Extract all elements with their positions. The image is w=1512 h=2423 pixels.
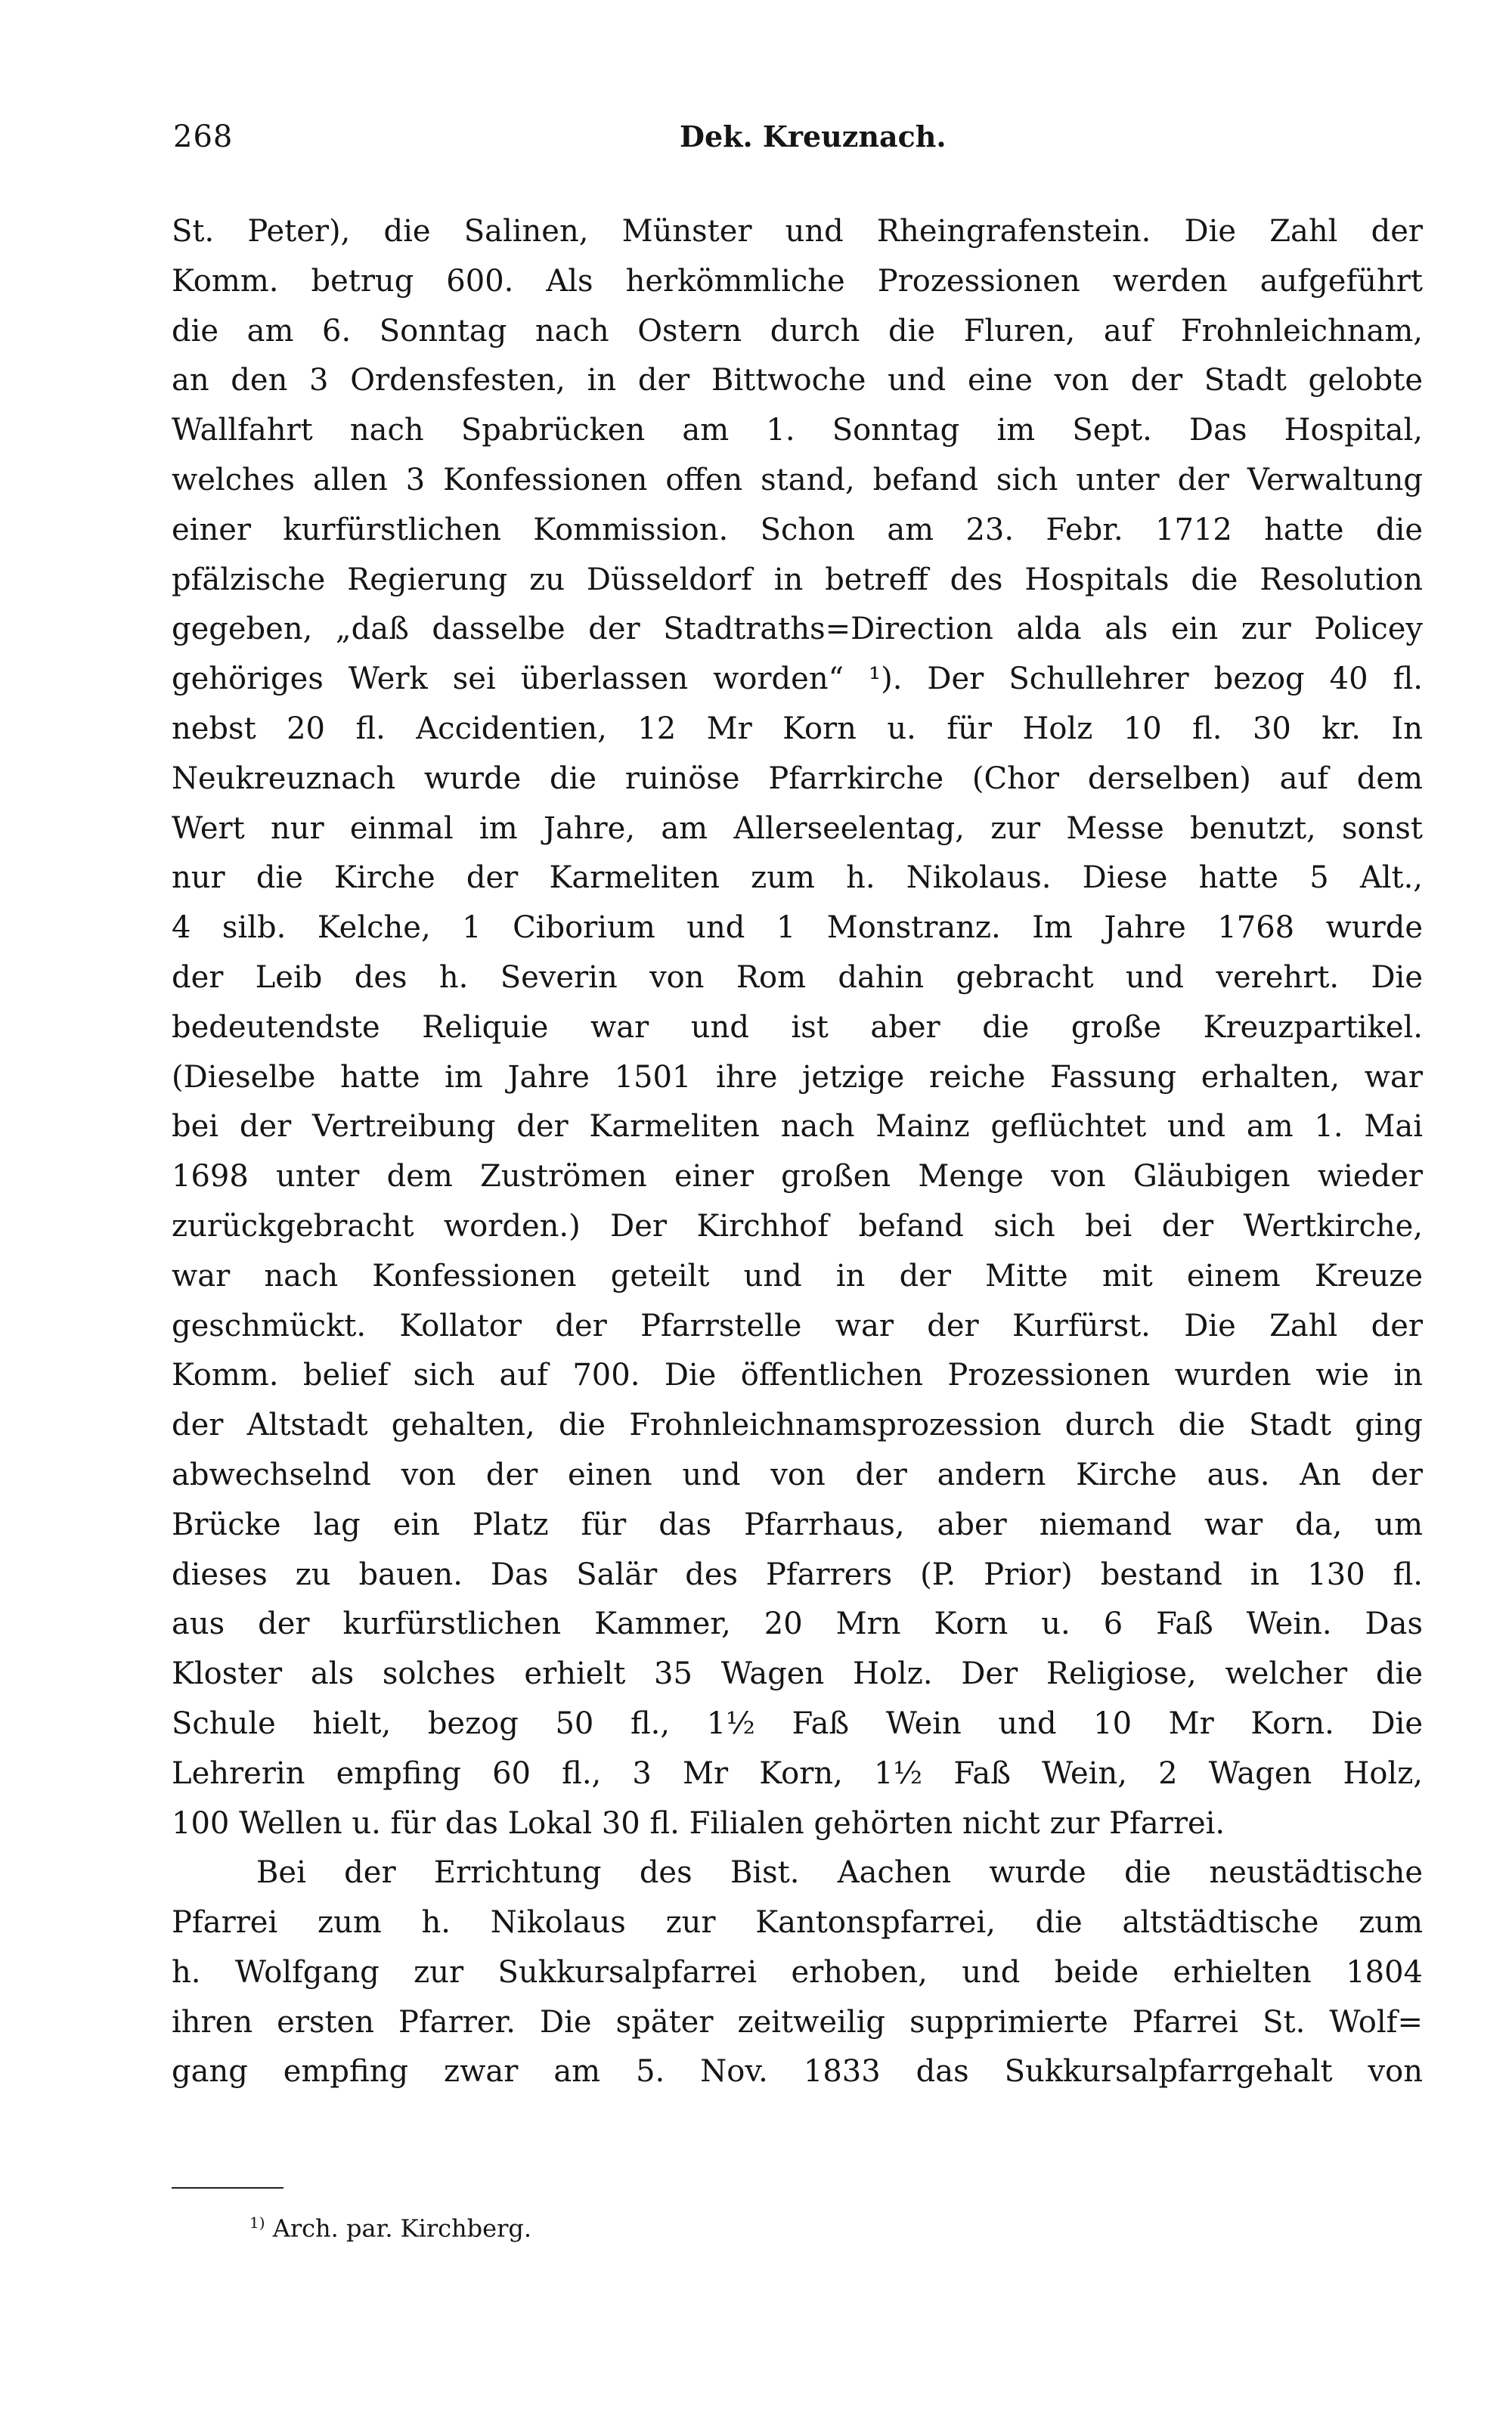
text-line: Kloster als solches erhielt 35 Wagen Holz. Der Religiose, welcher die [172, 1656, 1423, 1692]
text-line: zurückgebracht worden.) Der Kirchhof befand sich bei der Wertkirche, [172, 1208, 1423, 1244]
text-line: St. Peter), die Salinen, Münster und Rheingrafenstein. Die Zahl der [172, 214, 1423, 249]
text-line: Komm. belief sich auf 700. Die öffentlichen Prozessionen wurden wie in [172, 1358, 1423, 1393]
page-number: 268 [173, 119, 234, 154]
text-line: aus der kurfürstlichen Kammer, 20 Mrn Korn u. 6 Faß Wein. Das [172, 1607, 1423, 1642]
text-line: Komm. betrug 600. Als herkömmliche Prozessionen werden aufgeführt [172, 263, 1423, 299]
text-line: gang empfing zwar am 5. Nov. 1833 das Sukkursalpfarrgehalt von [172, 2054, 1423, 2090]
text-line: Wallfahrt nach Spabrücken am 1. Sonntag im Sept. Das Hospital, [172, 413, 1423, 448]
text-line: (Dieselbe hatte im Jahre 1501 ihre jetzige reiche Fassung erhalten, war [172, 1059, 1423, 1095]
text-line: war nach Konfessionen geteilt und in der Mitte mit einem Kreuze [172, 1258, 1423, 1294]
text-line: Wert nur einmal im Jahre, am Allerseelentag, zur Messe benutzt, sonst [172, 810, 1423, 846]
text-line: einer kurfürstlichen Kommission. Schon am 23. Febr. 1712 hatte die [172, 512, 1423, 547]
footnote-marker: 1) [249, 2214, 265, 2232]
text-line: nur die Kirche der Karmeliten zum h. Nikolaus. Diese hatte 5 Alt., [172, 860, 1423, 896]
footnote [249, 2214, 531, 2243]
text-line: der Leib des h. Severin von Rom dahin gebracht und verehrt. Die [172, 959, 1423, 995]
text-line: Pfarrei zum h. Nikolaus zur Kantonspfarrei, die altstädtische zum [172, 1905, 1423, 1941]
text-line: 100 Wellen u. für das Lokal 30 fl. Filialen gehörten nicht zur Pfarrei. [172, 1805, 1225, 1841]
text-line: an den 3 Ordensfesten, in der Bittwoche und eine von der Stadt gelobte [172, 363, 1423, 398]
text-line: 1698 unter dem Zuströmen einer großen Menge von Gläubigen wieder [172, 1159, 1423, 1194]
text-line: nebst 20 fl. Accidentien, 12 Mr Korn u. für Holz 10 fl. 30 kr. In [172, 711, 1423, 746]
text-line: abwechselnd von der einen und von der andern Kirche aus. An der [172, 1457, 1423, 1492]
text-line: Bei der Errichtung des Bist. Aachen wurde die neustädtische [256, 1855, 1423, 1891]
text-line: bedeutendste Reliquie war und ist aber die große Kreuzpartikel. [172, 1009, 1423, 1045]
text-line: Brücke lag ein Platz für das Pfarrhaus, aber niemand war da, um [172, 1507, 1423, 1542]
running-title: Dek. Kreuznach. [680, 119, 947, 153]
text-line: h. Wolfgang zur Sukkursalpfarrei erhoben, und beide erhielten 1804 [172, 1954, 1423, 1990]
text-line: Lehrerin empfing 60 fl., 3 Mr Korn, 1½ Faß Wein, 2 Wagen Holz, [172, 1755, 1423, 1791]
text-line: gegeben, „daß dasselbe der Stadtraths=Direction alda als ein zur Policey [172, 612, 1423, 647]
text-line: bei der Vertreibung der Karmeliten nach Mainz geflüchtet und am 1. Mai [172, 1109, 1423, 1145]
text-line: ihren ersten Pfarrer. Die später zeitweilig supprimierte Pfarrei St. Wolf= [172, 2004, 1423, 2040]
text-line: Neukreuznach wurde die ruinöse Pfarrkirche (Chor derselben) auf dem [172, 761, 1423, 796]
text-line: die am 6. Sonntag nach Ostern durch die Fluren, auf Frohnleichnam, [172, 313, 1423, 349]
text-line: geschmückt. Kollator der Pfarrstelle war der Kurfürst. Die Zahl der [172, 1308, 1423, 1343]
text-line: pfälzische Regierung zu Düsseldorf in betreff des Hospitals die Resolution [172, 562, 1423, 597]
text-line: 4 silb. Kelche, 1 Ciborium und 1 Monstranz. Im Jahre 1768 wurde [172, 910, 1423, 946]
text-line: gehöriges Werk sei überlassen worden“ ¹). Der Schullehrer bezog 40 fl. [172, 662, 1423, 697]
page-header [172, 113, 1423, 181]
body-text [172, 207, 1423, 2097]
text-line: der Altstadt gehalten, die Frohnleichnamsprozession durch die Stadt ging [172, 1408, 1423, 1443]
footnote-rule [172, 2187, 284, 2189]
text-line: welches allen 3 Konfessionen offen stand, befand sich unter der Verwaltung [172, 462, 1423, 497]
footnote-text: Arch. par. Kirchberg. [272, 2214, 532, 2243]
text-line: Schule hielt, bezog 50 fl., 1½ Faß Wein und 10 Mr Korn. Die [172, 1706, 1423, 1741]
text-line: dieses zu bauen. Das Salär des Pfarrers (P. Prior) bestand in 130 fl. [172, 1557, 1423, 1592]
document-page [172, 113, 1423, 2097]
